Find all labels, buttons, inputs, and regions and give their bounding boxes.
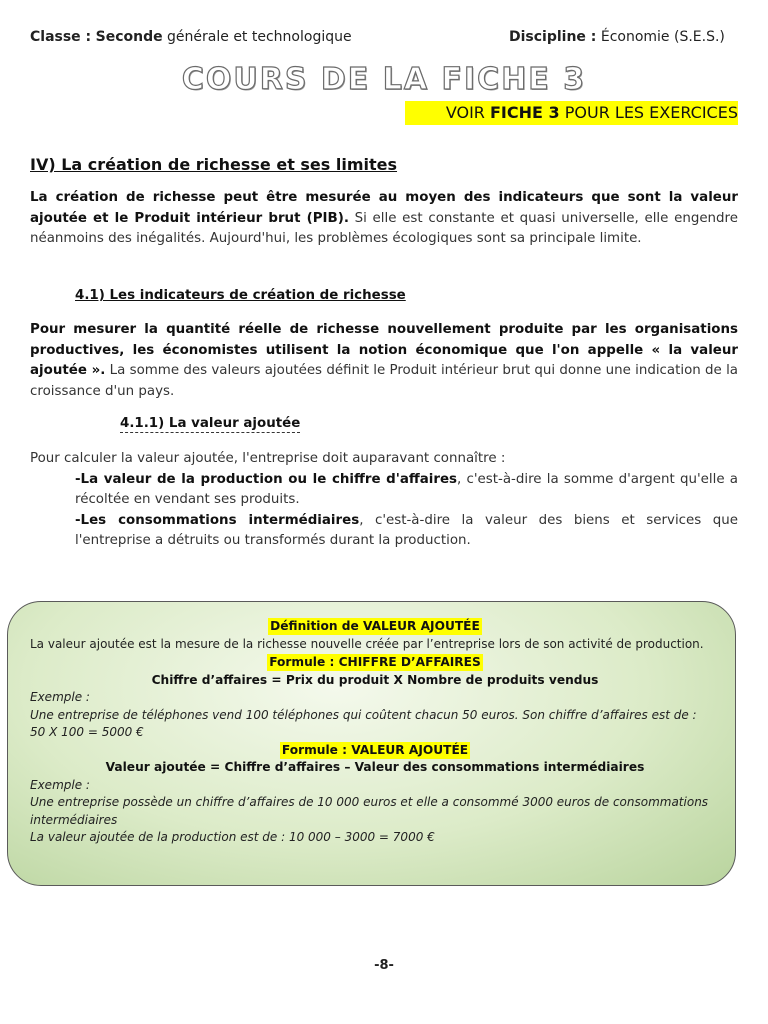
item1-rest: , c'est-à-dire la somme d'argent qu'elle a récoltée en vendant ses produits. (75, 471, 738, 508)
definition-title: Définition de VALEUR AJOUTÉE (270, 619, 480, 633)
calc-lead: Pour calculer la valeur ajoutée, l'entreprise doit auparavant connaître : (30, 451, 506, 466)
subsection-title-4-1: 4.1) Les indicateurs de création de richesse (75, 288, 406, 303)
header-discipline (509, 29, 725, 45)
see-exercises-bold: FICHE 3 (490, 103, 560, 122)
intro-bold: La création de richesse peut être mesurée au moyen des indicateurs que sont la valeur ajoutée et le Produit intérieur brut (PIB). (30, 190, 738, 226)
measure-paragraph (30, 320, 738, 402)
see-exercises-pre: VOIR (445, 103, 490, 122)
class-level: Seconde (95, 29, 163, 45)
example1-label: Exemple : (30, 690, 90, 704)
definition-content (30, 618, 720, 847)
example2-calc: La valeur ajoutée de la production est de : 10 000 – 3000 = 7000 € (30, 830, 435, 844)
example2-label: Exemple : (30, 777, 90, 792)
formula1-title: Formule : CHIFFRE D’AFFAIRES (269, 655, 481, 669)
item2-bold: -Les consommations intermédiaires (75, 512, 360, 528)
discipline-value: Économie (S.E.S.) (596, 29, 725, 45)
discipline-label: Discipline : (509, 29, 597, 45)
definition-text: La valeur ajoutée est la mesure de la richesse nouvelle créée par l’entreprise lors de son activité de production. (30, 636, 704, 651)
see-exercises-post: POUR LES EXERCICES (559, 103, 738, 122)
item-consumption (30, 511, 738, 552)
item2-rest: , c'est-à-dire la valeur des biens et services que l'entreprise a détruits ou transformés durant la production. (75, 512, 738, 549)
intro-rest: Si elle est constante et quasi universelle, elle engendre néanmoins des inégalités. Aujourd'hui, les problèmes écologiques sont sa principale limite. (30, 210, 738, 247)
intro-paragraph (30, 188, 738, 250)
example1-text: Une entreprise de téléphones vend 100 téléphones qui coûtent chacun 50 euros. Son chiffre d’affaires est de : (30, 707, 697, 722)
see-exercises-banner (405, 101, 738, 125)
header-class (30, 29, 352, 45)
subsection-title-4-1-1: 4.1.1) La valeur ajoutée (120, 416, 301, 431)
measure-bold: Pour mesurer la quantité réelle de richesse nouvellement produite par les organisations productives, les économistes utilisent la notion économique que l'on appelle « la valeur ajoutée ». (30, 322, 738, 379)
class-label: Classe : (30, 29, 92, 45)
item1-bold: -La valeur de la production ou le chiffre d'affaires (75, 471, 458, 487)
formula2: Valeur ajoutée = Chiffre d’affaires – Valeur des consommations intermédiaires (105, 760, 645, 774)
section-title: IV) La création de richesse et ses limites (30, 155, 398, 174)
item-production (30, 470, 738, 511)
formula2-title: Formule : VALEUR AJOUTÉE (281, 742, 469, 757)
formula1: Chiffre d’affaires = Prix du produit X Nombre de produits vendus (151, 672, 599, 687)
example1-calc: 50 X 100 = 5000 € (30, 725, 144, 739)
course-title: COURS DE LA FICHE 3 (181, 62, 587, 97)
calc-paragraph (30, 449, 738, 552)
class-rest: générale et technologique (162, 29, 352, 45)
example2-text: Une entreprise possède un chiffre d’affaires de 10 000 euros et elle a consommé 3000 euros de consommations intermédiaires (30, 795, 709, 827)
page-number: -8- (374, 958, 394, 973)
measure-rest: La somme des valeurs ajoutées définit le Produit intérieur brut qui donne une indication de la croissance d'un pays. (30, 363, 738, 399)
